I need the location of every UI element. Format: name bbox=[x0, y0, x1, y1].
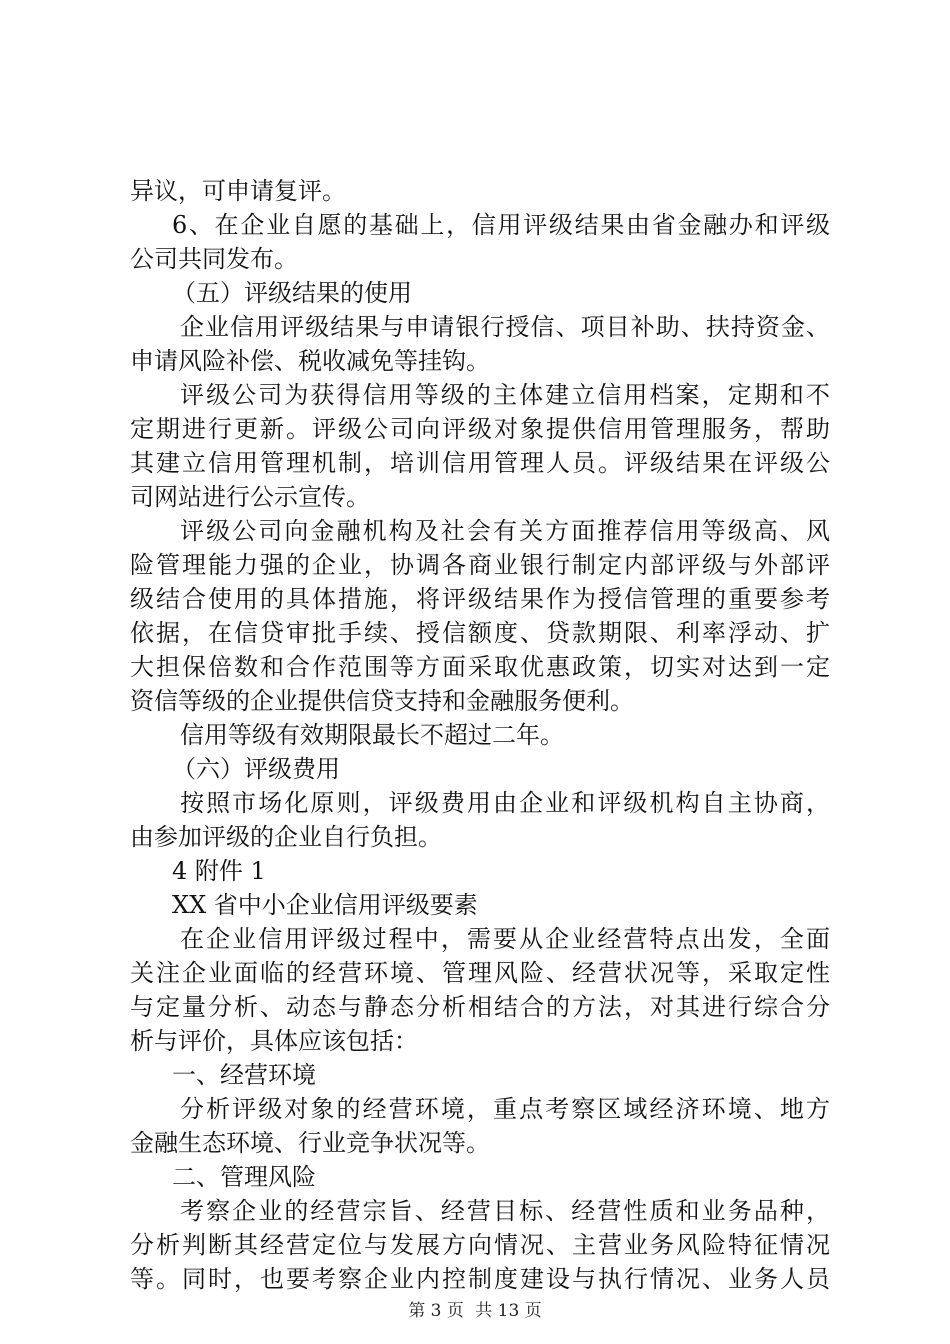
text-line: 司网站进行公示宣传。 bbox=[130, 483, 370, 511]
attachment-label: 4 附件 1 bbox=[172, 857, 266, 885]
text-line: 公司共同发布。 bbox=[130, 245, 298, 273]
text-line: 信用等级有效期限最长不超过二年。 bbox=[180, 721, 564, 749]
text-line: 资信等级的企业提供信贷支持和金融服务便利。 bbox=[130, 687, 634, 715]
text-line: 依据，在信贷审批手续、授信额度、贷款期限、利率浮动、扩 bbox=[130, 619, 830, 647]
text-line: 由参加评级的企业自行负担。 bbox=[130, 823, 442, 851]
text-line: 6、在企业自愿的基础上，信用评级结果由省金融办和评级 bbox=[172, 211, 830, 239]
text-line: 分析评级对象的经营环境，重点考察区域经济环境、地方 bbox=[180, 1095, 830, 1123]
text-line: 在企业信用评级过程中，需要从企业经营特点出发，全面 bbox=[180, 925, 830, 953]
text-line: 等。同时，也要考察企业内控制度建设与执行情况、业务人员 bbox=[130, 1265, 830, 1293]
page-total: 共 13 页 bbox=[475, 1301, 542, 1321]
text-line: 企业信用评级结果与申请银行授信、项目补助、扶持资金、 bbox=[180, 313, 830, 341]
text-line: 评级公司向金融机构及社会有关方面推荐信用等级高、风 bbox=[180, 517, 830, 545]
section-heading: 一、经营环境 bbox=[172, 1061, 316, 1089]
text-line: 金融生态环境、行业竞争状况等。 bbox=[130, 1129, 490, 1157]
section-heading: 二、管理风险 bbox=[172, 1163, 316, 1191]
text-line: 评级公司为获得信用等级的主体建立信用档案，定期和不 bbox=[180, 381, 830, 409]
text-line: 与定量分析、动态与静态分析相结合的方法，对其进行综合分 bbox=[130, 993, 830, 1021]
attachment-title: XX 省中小企业信用评级要素 bbox=[172, 891, 478, 919]
text-line: 级结合使用的具体措施，将评级结果作为授信管理的重要参考 bbox=[130, 585, 830, 613]
text-line: 险管理能力强的企业，协调各商业银行制定内部评级与外部评 bbox=[130, 551, 830, 579]
text-line: 定期进行更新。评级公司向评级对象提供信用管理服务，帮助 bbox=[130, 415, 830, 443]
text-line: 按照市场化原则，评级费用由企业和评级机构自主协商， bbox=[180, 789, 830, 817]
text-line: 异议，可申请复评。 bbox=[130, 177, 346, 205]
text-line: 大担保倍数和合作范围等方面采取优惠政策，切实对达到一定 bbox=[130, 653, 830, 681]
section-heading: （五）评级结果的使用 bbox=[172, 279, 412, 307]
text-line: 考察企业的经营宗旨、经营目标、经营性质和业务品种， bbox=[180, 1197, 830, 1225]
page-number: 第 3 页 bbox=[408, 1301, 464, 1321]
text-line: 关注企业面临的经营环境、管理风险、经营状况等，采取定性 bbox=[130, 959, 830, 987]
text-line: 分析判断其经营定位与发展方向情况、主营业务风险特征情况 bbox=[130, 1231, 830, 1259]
section-heading: （六）评级费用 bbox=[172, 755, 340, 783]
text-line: 申请风险补偿、税收减免等挂钩。 bbox=[130, 347, 490, 375]
text-line: 其建立信用管理机制，培训信用管理人员。评级结果在评级公 bbox=[130, 449, 830, 477]
text-line: 析与评价，具体应该包括： bbox=[130, 1027, 418, 1055]
page-footer bbox=[0, 1300, 950, 1322]
